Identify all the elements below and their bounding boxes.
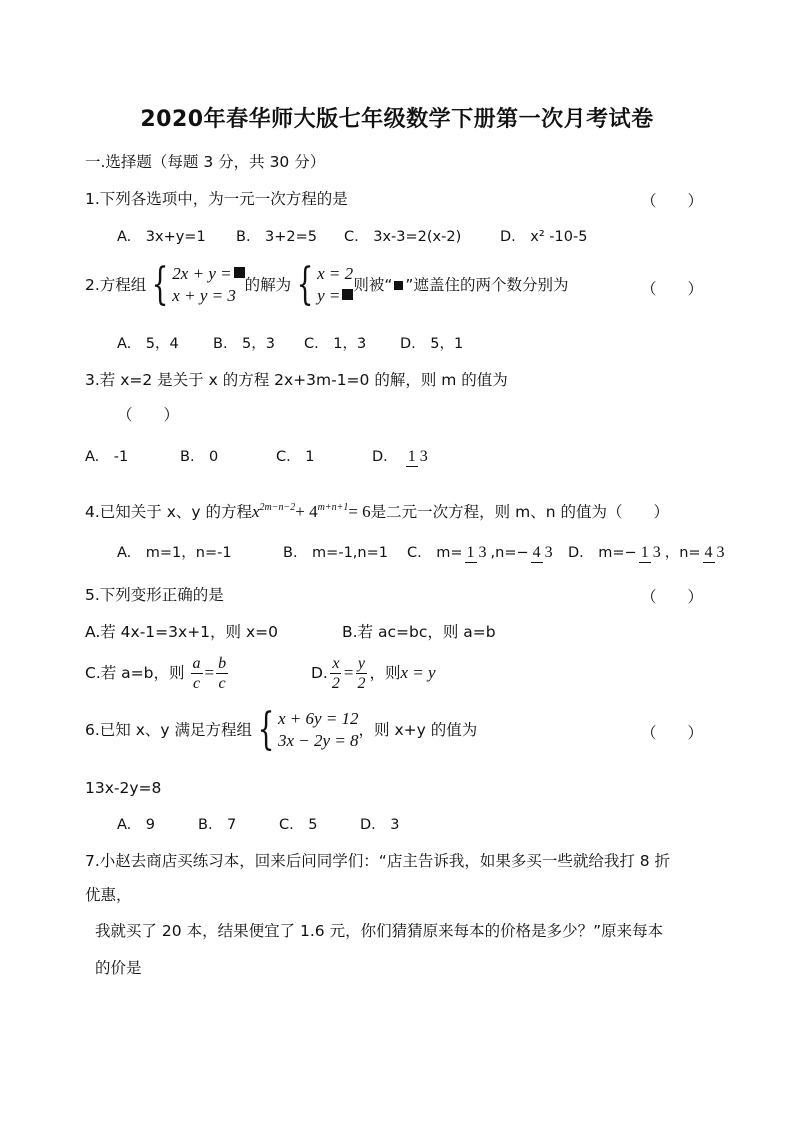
q4-option-c: C. m= 1 3 ,n=− 4 3 (407, 544, 553, 561)
q2-suffix-a: 则被“ (353, 276, 393, 294)
q1-options (117, 227, 587, 247)
q7-line-1: 7.小赵去商店买练习本，回来后问同学们：“店主告诉我，如果多买一些就给我打 8 折 (85, 852, 671, 870)
q2-answer-blank: （ ） (641, 280, 704, 298)
q1-answer-blank: （ ） (641, 192, 704, 210)
q4-eq-x: x (252, 502, 260, 521)
q7-line-3: 我就买了 20 本，结果便宜了 1.6 元，你们猜猜原来每本的价格是多少？”原来每本 (95, 922, 664, 940)
q3-option-a: A. -1 (85, 449, 129, 465)
q6-stem (85, 706, 477, 754)
q6-sys-row2: 3x − 2y = 8 (278, 731, 359, 750)
brace-icon: { (296, 259, 314, 310)
q6-suffix: ，则 x+y 的值为 (358, 721, 478, 739)
q2-sys1-row2: x + y = 3 (172, 286, 236, 305)
q3-option-d-fraction: 1 3 (407, 448, 428, 465)
q3-options (85, 438, 432, 476)
q3-answer-blank: （ ） (117, 406, 180, 424)
q2-option-b: B. 5，3 (213, 336, 276, 352)
q7-line-2: 优惠， (85, 886, 132, 904)
q6-prefix: 6.已知 x、y 满足方程组 (85, 721, 252, 739)
brace-icon: { (151, 259, 169, 310)
q5-stem: 5.下列变形正确的是 (85, 586, 224, 604)
q2-suffix-b: ”遮盖住的两个数分别为 (405, 276, 569, 294)
q2-sys2-row1: x = 2 (317, 264, 354, 283)
q6-option-c: C. 5 (279, 817, 318, 833)
q6-note: 13x-2y=8 (85, 779, 162, 797)
q6-option-b: B. 7 (198, 817, 237, 833)
black-square-icon (234, 267, 245, 278)
q1-option-c: C. 3x-3=2(x-2) (344, 229, 462, 245)
q2-sys2-row2: y = (317, 286, 341, 305)
q2-options (117, 334, 463, 354)
q2-stem (85, 259, 569, 310)
q4-eq-exp1: 2m−n−2 (259, 502, 296, 513)
q5-answer-blank: （ ） (641, 588, 704, 606)
q2-option-d: D. 5，1 (400, 336, 464, 352)
q6-answer-blank: （ ） (641, 724, 704, 742)
q2-prefix: 2.方程组 (85, 276, 147, 294)
q3-stem: 3.若 x=2 是关于 x 的方程 2x+3m-1=0 的解，则 m 的值为 (85, 371, 508, 389)
section-heading: 一.选择题（每题 3 分，共 30 分） (85, 153, 326, 171)
q6-option-a: A. 9 (117, 817, 155, 833)
q2-mid: 的解为 (244, 276, 292, 294)
q2-sys1-row1: 2x + y = (172, 264, 232, 283)
q2-equation-system (146, 259, 244, 310)
q7-line-4: 的价是 (95, 959, 142, 977)
q2-option-a: A. 5，4 (117, 336, 179, 352)
q6-options (117, 815, 400, 835)
page-title: 2020年春华师大版七年级数学下册第一次月考试卷 (140, 107, 654, 132)
brace-icon: { (257, 704, 275, 755)
q6-option-d: D. 3 (360, 817, 400, 833)
q3-option-d: D. (372, 449, 388, 465)
black-square-icon (394, 281, 403, 290)
black-square-icon (342, 289, 353, 300)
q5-option-a: A.若 4x-1=3x+1，则 x=0 (85, 623, 278, 641)
q6-equation-system (252, 704, 359, 755)
q6-sys-row1: x + 6y = 12 (278, 709, 359, 728)
q4-eq-mid: + 4 (295, 502, 318, 521)
q4-stem (85, 497, 669, 523)
q5-option-b: B.若 ac=bc，则 a=b (342, 623, 496, 641)
q4-eq-end: = 6 (348, 502, 371, 521)
q4-option-d: D. m=− 1 3 ，n= 4 3 (568, 544, 725, 561)
q4-prefix: 4.已知关于 x、y 的方程 (85, 503, 252, 521)
q1-option-d: D. x² -10-5 (500, 229, 588, 245)
q2-solution-system (291, 259, 354, 310)
q4-option-b: B. m=-1,n=1 (283, 545, 388, 561)
q4-option-a: A. m=1，n=-1 (117, 545, 232, 561)
q4-suffix: 是二元一次方程，则 m、n 的值为（ ） (370, 503, 669, 521)
q2-option-c: C. 1，3 (304, 336, 367, 352)
q5-option-d: D. $\frac{x}{2}$ = $\frac{y}{2}$ ，则 x = y (311, 654, 436, 692)
q4-options (117, 533, 729, 573)
q1-stem: 1.下列各选项中，为一元一次方程的是 (85, 190, 348, 208)
q4-eq-exp2: m+n+1 (317, 502, 349, 513)
q1-option-b: B. 3+2=5 (236, 229, 318, 245)
q3-option-c: C. 1 (276, 449, 315, 465)
q1-option-a: A. 3x+y=1 (117, 229, 206, 245)
q5-option-c: C.若 a=b，则 $\frac{a}{c}$ = $\frac{b}{c}$ (85, 654, 227, 692)
q3-option-b: B. 0 (180, 449, 219, 465)
